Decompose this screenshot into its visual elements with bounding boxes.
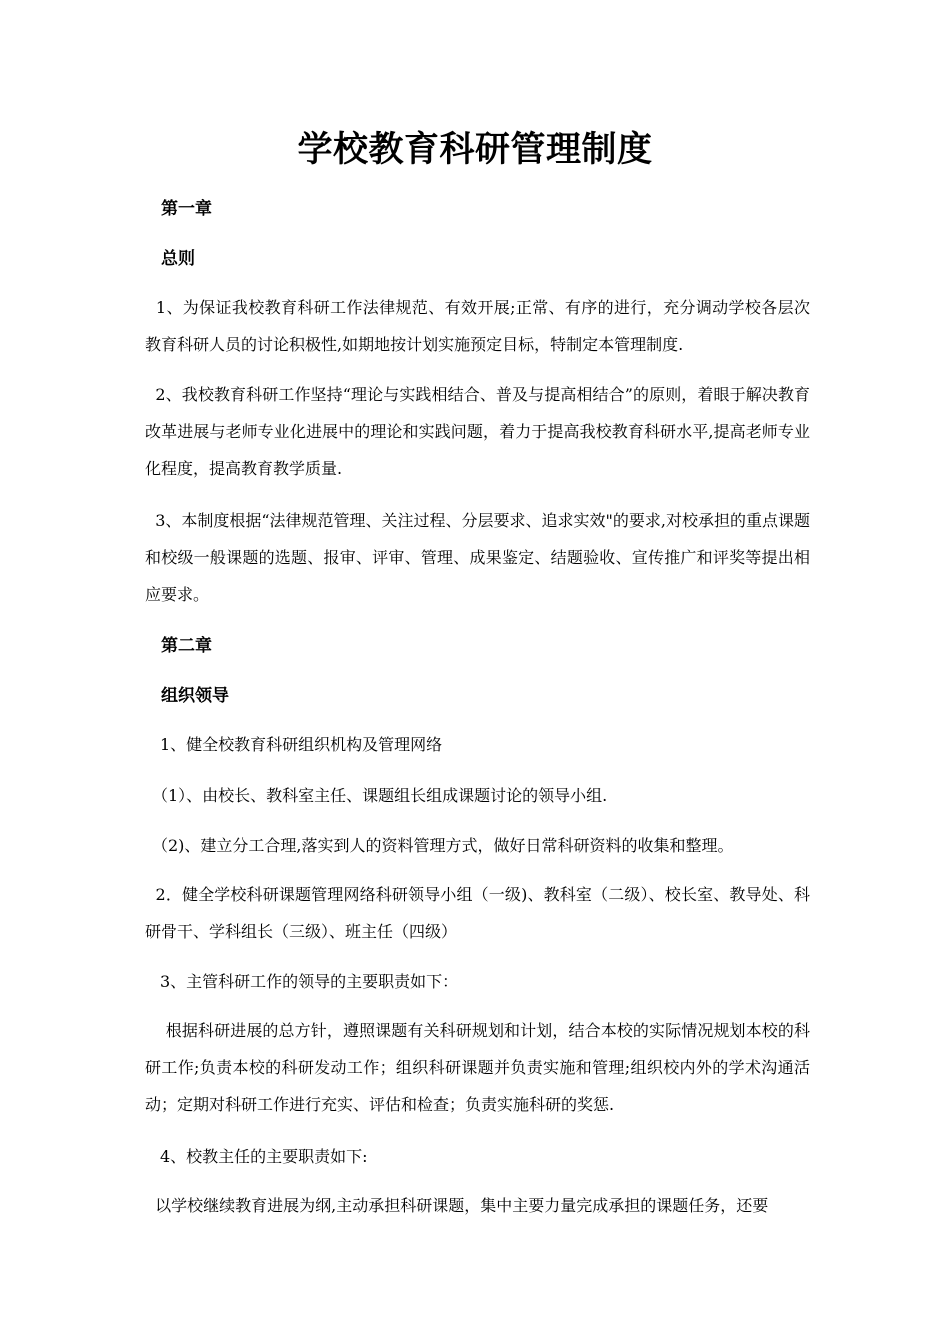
chapter-2-heading: 组织领导 — [161, 686, 229, 706]
document-title: 学校教育科研管理制度 — [297, 130, 653, 170]
chapter-2-paragraph-4: 2．健全学校科研课题管理网络科研领导小组（一级)、教科室（二级）、校长室、教导处、科研骨干、学科组长（三级）、班主任（四级） — [145, 885, 811, 941]
chapter-2-paragraph-7: 4、校教主任的主要职责如下: — [160, 1147, 368, 1166]
chapter-2-paragraph-8: 以学校继续教育进展为纲,主动承担科研课题，集中主要力量完成承担的课题任务，还要 — [145, 1196, 769, 1215]
chapter-2-paragraph-5: 3、主管科研工作的领导的主要职责如下： — [160, 972, 459, 991]
chapter-2-paragraph-1: 1、健全校教育科研组织机构及管理网络 — [160, 735, 443, 754]
chapter-1-label: 第一章 — [161, 199, 212, 219]
chapter-2-label: 第二章 — [161, 636, 212, 656]
chapter-1-paragraph-3: 3、本制度根据“法律规范管理、关注过程、分层要求、追求实效"的要求,对校承担的重点课题和校级一般课题的选题、报审、评审、管理、成果鉴定、结题验收、宣传推广和评奖等提出相应要求。 — [145, 511, 811, 604]
chapter-2-paragraph-6: 根据科研进展的总方针，遵照课题有关科研规划和计划，结合本校的实际情况规划本校的科研工作;负责本校的科研发动工作；组织科研课题并负责实施和管理;组织校内外的学术沟通活动；定期对科研工作进行充实、评估和检查；负责实施科研的奖惩. — [145, 1021, 810, 1114]
chapter-2-paragraph-3: （2)、建立分工合理,落实到人的资料管理方式，做好日常科研资料的收集和整理。 — [152, 836, 734, 855]
chapter-1-heading: 总则 — [161, 249, 195, 269]
chapter-1-paragraph-1: 1、为保证我校教育科研工作法律规范、有效开展;正常、有序的进行，充分调动学校各层次教育科研人员的讨论积极性,如期地按计划实施预定目标，特制定本管理制度. — [145, 298, 811, 354]
chapter-2-paragraph-2: （1）、由校长、教科室主任、课题组长组成课题讨论的领导小组. — [152, 786, 608, 805]
chapter-1-paragraph-2: 2、我校教育科研工作坚持“理论与实践相结合、普及与提高相结合”的原则，着眼于解决教育改革进展与老师专业化进展中的理论和实践问题，着力于提高我校教育科研水平,提高老师专业化程度，提高教育教学质量. — [145, 385, 810, 478]
